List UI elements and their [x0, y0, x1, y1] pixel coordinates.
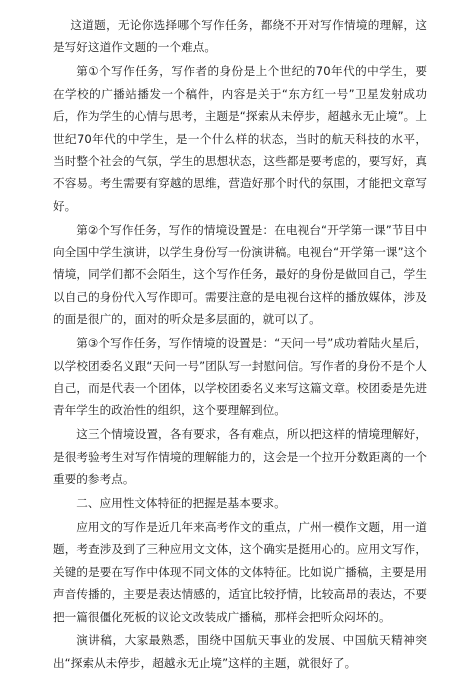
paragraph-speech: 演讲稿，大家最熟悉，围绕中国航天事业的发展、中国航天精神突出“探索从未停步，超越永无止境”这样的主题，就很好了。 [53, 633, 427, 670]
paragraph-intro: 这道题，无论你选择哪个写作任务，都绕不开对写作情境的理解，这是写好这道作文题的一个难点。 [53, 18, 427, 55]
document-page [53, 14, 427, 676]
paragraph-task-3: 第③个写作任务，写作情境的设置是：“天问一号”成功着陆火星后，以学校团委名义跟“天问一号”团队写一封慰问信。写作者的身份不是个人自己，而是代表一个团体，以学校团委名义来写这篇文章。校团委是先进青年学生的政治性的组织，这个要理解到位。 [53, 336, 427, 418]
section-heading-2: 二、应用性文体特征的把握是基本要求。 [76, 496, 286, 511]
paragraph-task-2: 第②个写作任务，写作的情境设置是：在电视台“开学第一课”节目中向全国中学生演讲，以学生身份写一份演讲稿。电视台“开学第一课”这个情境，同学们都不会陌生，这个写作任务，最好的身份是做回自己，学生以自己的身份代入写作即可。需要注意的是电视台这样的播放媒体，涉及的面是很广的，面对的听众是多层面的，就可以了。 [53, 222, 427, 327]
paragraph-applied-writing: 应用文的写作是近几年来高考作文的重点，广州一模作文题，用一道题，考查涉及到了三种应用文文体，这个确实是挺用心的。应用文写作，关键的是要在写作中体现不同文体的文体特征。比如说广播稿，主要是用声音传播的，主要是表达情感的，适宜比较抒情，比较高昂的表达，不要把一篇很僵化死板的议论文改装成广播稿，那样会把听众闷坏的。 [53, 519, 427, 624]
paragraph-task-1: 第①个写作任务，写作者的身份是上个世纪的70年代的中学生，要在学校的广播站播发一个稿件，内容是关于“东方红一号”卫星发射成功后，作为学生的心情与思考，主题是“探索从未停步，超越永无止境”。上世纪70年代的中学生，是一个什么样的状态，当时的航天科技的水平，当时整个社会的气氛，学生的思想状态，这些都是要考虑的，要写好，真不容易。考生需要有穿越的思维，营造好那个时代的氛围，才能把文章写好。 [53, 64, 427, 213]
paragraph-summary: 这三个情境设置，各有要求，各有难点，所以把这样的情境理解好，是很考验考生对写作情境的理解能力的，这会是一个拉开分数距离的一个重要的参考点。 [53, 427, 427, 487]
